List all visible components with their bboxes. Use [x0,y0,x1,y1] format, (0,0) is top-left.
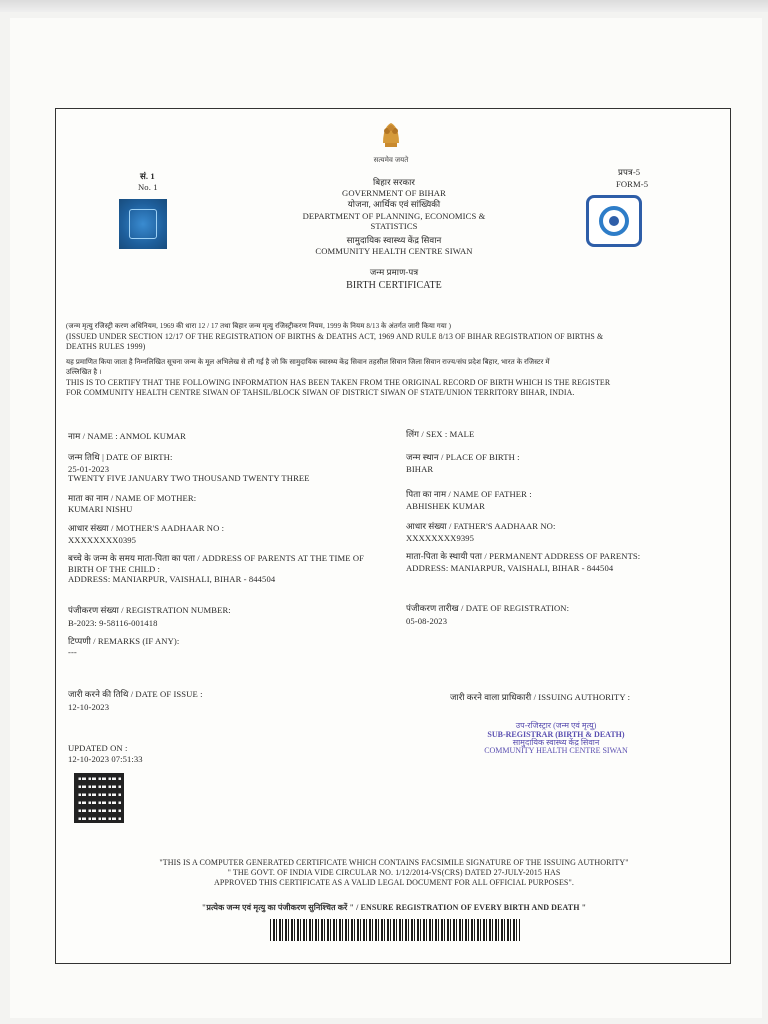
govt-name: GOVERNMENT OF BIHAR [342,188,446,198]
issued-under-hindi: (जन्म मृत्यु रजिस्ट्री करण अधिनियम, 1969 की धारा 12 / 17 तथा बिहार जन्म मृत्यु रजिस्ट्रीकरण नियम, 1999 के नियम 8/13 के अंतर्गत जारी किया गया ) [66,322,452,330]
issued-under-line2: DEATHS RULES 1999) [66,342,146,351]
permanent-address-label: माता-पिता के स्थायी पता / PERMANENT ADDRESS OF PARENTS: [406,551,641,561]
birth-address-label-line2: BIRTH OF THE CHILD : [68,564,161,574]
qr-code [74,773,124,823]
remarks-value: --- [68,647,77,657]
stamp-title: SUB-REGISTRAR (BIRTH & DEATH) [487,730,625,739]
stamp-hindi-title: उप-रजिस्ट्रार (जन्म एवं मृत्यु) [515,721,597,730]
stamp-hindi-office: सामुदायिक स्वास्थ्य केंद्र सिवान [512,738,600,747]
state-emblem-icon [371,119,411,155]
sex: लिंग / SEX : MALE [406,429,475,439]
chc-name: COMMUNITY HEALTH CENTRE SIWAN [315,246,473,256]
certify-line2: FOR COMMUNITY HEALTH CENTRE SIWAN OF TAHSIL/BLOCK SIWAN OF DISTRICT SIWAN OF STATE/UNION TERRITORY BIHAR, INDIA. [66,388,575,397]
place-of-birth-label: जन्म स्थान / PLACE OF BIRTH : [406,452,520,462]
mother-label: माता का नाम / NAME OF MOTHER: [68,493,197,503]
father-aadhaar-label: आधार संख्या / FATHER'S AADHAAR NO: [406,521,556,531]
dept-name-line1: DEPARTMENT OF PLANNING, ECONOMICS & [302,211,486,221]
place-of-birth-value: BIHAR [406,464,434,474]
number-label: No. 1 [138,182,158,192]
barcode [270,919,520,941]
certify-hindi-line1: यह प्रमाणित किया जाता है निम्नलिखित सूचना जन्म के मूल अभिलेख से ली गई है जो कि सामुदायिक स्वास्थ्य केंद्र सिवान तहसील सिवान जिला सिवान राज्य/संघ प्रदेश बिहार, भारत के रजिस्टर में [66,358,550,366]
mother-aadhaar-label: आधार संख्या / MOTHER'S AADHAAR NO : [68,523,225,533]
scan-edge [0,0,768,12]
certificate-page [10,18,762,1018]
certify-line1: THIS IS TO CERTIFY THAT THE FOLLOWING INFORMATION HAS BEEN TAKEN FROM THE ORIGINAL RECORD OF BIRTH WHICH IS THE REGISTER [66,378,611,387]
registration-date-value: 05-08-2023 [406,616,448,626]
registration-number-value: B-2023: 9-58116-001418 [68,618,158,628]
dob-value: 25-01-2023 [68,464,110,474]
dob-words: TWENTY FIVE JANUARY TWO THOUSAND TWENTY THREE [68,473,310,483]
permanent-address-value: ADDRESS: MANIARPUR, VAISHALI, BIHAR - 844504 [406,563,614,573]
issued-under-line1: (ISSUED UNDER SECTION 12/17 OF THE REGISTRATION OF BIRTHS & DEATHS ACT, 1969 AND RULE 8/13 OF BIHAR REGISTRATION OF BIRTHS & [66,332,604,341]
birth-address-value: ADDRESS: MANIARPUR, VAISHALI, BIHAR - 844504 [68,574,276,584]
remarks-label: टिप्पणी / REMARKS (IF ANY): [68,636,180,646]
form-label: FORM-5 [616,179,649,189]
registration-number-label: पंजीकरण संख्या / REGISTRATION NUMBER: [68,605,231,615]
father-aadhaar-value: XXXXXXXX9395 [406,533,475,543]
mother-aadhaar-value: XXXXXXXX0395 [68,535,137,545]
chc-hindi: सामुदायिक स्वास्थ्य केंद्र सिवान [346,235,442,245]
registration-date-label: पंजीकरण तारीख / DATE OF REGISTRATION: [406,603,570,613]
registration-slogan: "प्रत्येक जन्म एवं मृत्यु का पंजीकरण सुनिश्चित करें " / ENSURE REGISTRATION OF EVERY BIRTH AND DEATH " [201,903,587,912]
emblem-caption: सत्यमेव जयते [373,156,409,164]
updated-on-value: 12-10-2023 07:51:33 [68,754,143,764]
circular-note-line2: APPROVED THIS CERTIFICATE AS A VALID LEGAL DOCUMENT FOR ALL OFFICIAL PURPOSES". [214,878,574,887]
issue-date-label: जारी करने की तिथि / DATE OF ISSUE : [68,689,203,699]
certificate-frame [55,108,731,964]
child-name: नाम / NAME : ANMOL KUMAR [68,431,186,441]
issue-date-value: 12-10-2023 [68,702,110,712]
registration-logo-icon [586,195,642,247]
updated-on-label: UPDATED ON : [68,743,128,753]
stamp-office: COMMUNITY HEALTH CENTRE SIWAN [484,746,628,755]
certify-hindi-line2: उल्लिखित है । [66,368,102,376]
issuing-authority-label: जारी करने वाला प्राधिकारी / ISSUING AUTHORITY : [450,692,631,702]
father-label: पिता का नाम / NAME OF FATHER : [406,489,532,499]
govt-hindi: बिहार सरकार [372,177,416,187]
bihar-seal-logo [119,199,167,249]
document-title: BIRTH CERTIFICATE [346,280,442,291]
circular-note-line1: " THE GOVT. OF INDIA VIDE CIRCULAR NO. 1/12/2014-VS(CRS) DATED 27-JULY-2015 HAS [227,868,561,877]
dob-label: जन्म तिथि | DATE OF BIRTH: [68,452,173,462]
dept-hindi: योजना, आर्थिक एवं सांख्यिकी [347,199,441,209]
father-value: ABHISHEK KUMAR [406,501,485,511]
computer-generated-note: "THIS IS A COMPUTER GENERATED CERTIFICATE WHICH CONTAINS FACSIMILE SIGNATURE OF THE ISSUING AUTHORITY" [159,858,629,867]
form-hindi: प्रपत्र-5 [618,167,641,177]
birth-address-label-line1: बच्चे के जन्म के समय माता-पिता का पता / ADDRESS OF PARENTS AT THE TIME OF [68,553,365,563]
title-hindi: जन्म प्रमाण-पत्र [369,267,419,277]
mother-value: KUMARI NISHU [68,504,133,514]
number-hindi: सं. 1 [140,171,155,181]
dept-name-line2: STATISTICS [370,221,418,231]
